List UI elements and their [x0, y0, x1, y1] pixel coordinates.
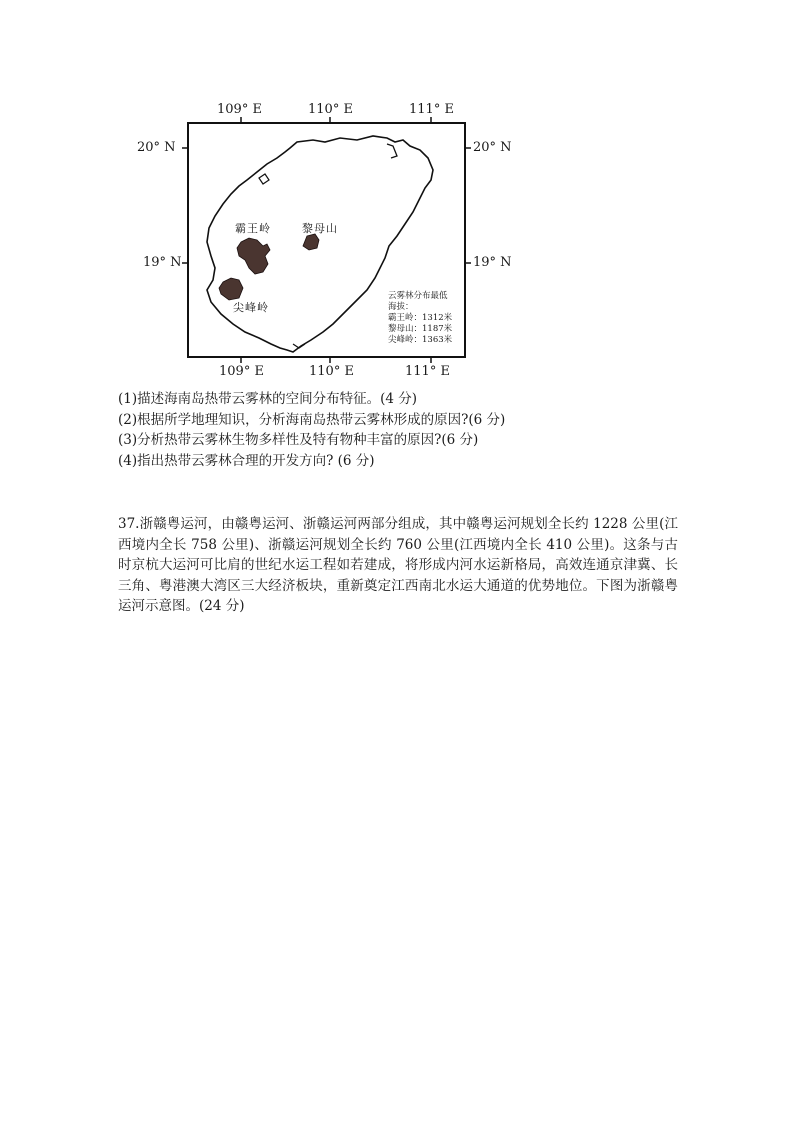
lat-19-right: 19° N: [473, 255, 512, 270]
bottom-tick-111: 111° E: [405, 364, 450, 379]
bottom-tick-110: 110° E: [309, 364, 354, 379]
map-graphic: [135, 100, 520, 385]
legend-row-limushan: 黎母山：1187米: [388, 324, 453, 334]
top-tick-111: 111° E: [409, 102, 454, 117]
legend-title-line1: 云雾林分布最低: [388, 291, 448, 301]
lat-20-left: 20° N: [137, 140, 176, 155]
question-2: (2)根据所学地理知识，分析海南岛热带云雾林形成的原因?(6 分): [118, 411, 506, 428]
question-37-paragraph: 37.浙赣粤运河，由赣粤运河、浙赣运河两部分组成，其中赣粤运河规划全长约 1228 公里(江西境内全长 758 公里)、浙赣运河规划全长约 760 公里(江西境内全长 410 公里)。这条与古时京杭大运河可比肩的世纪水运工程如若建成，将形成内河水运新格局，高效连通京津冀、长三角、粤港澳大湾区三大经济板块，重新奠定江西南北水运大通道的优势地位。下图为浙赣粤运河示意图。(24 分): [118, 516, 678, 614]
legend-row-bawangling: 霸王岭：1312米: [388, 313, 453, 323]
jianfengling-patch: [219, 278, 243, 300]
bawangling-patch: [237, 238, 270, 274]
elevation-legend: [388, 291, 452, 346]
legend-row-jianfengling: 尖峰岭：1363米: [388, 335, 453, 345]
question-1: (1)描述海南岛热带云雾林的空间分布特征。(4 分): [118, 391, 418, 407]
label-bawangling: 霸王岭: [235, 222, 271, 235]
question-list: [118, 389, 678, 471]
north-bay: [387, 144, 397, 158]
top-tick-109: 109° E: [217, 102, 262, 117]
question-4: (4)指出热带云雾林合理的开发方向? (6 分): [118, 452, 375, 469]
question-3: (3)分析热带云雾林生物多样性及特有物种丰富的原因?(6 分): [118, 432, 479, 448]
lat-20-right: 20° N: [473, 140, 512, 155]
legend-title-line2: 海拔：: [388, 302, 414, 312]
south-bay: [293, 344, 305, 348]
top-tick-110: 110° E: [308, 102, 353, 117]
lat-19-left: 19° N: [143, 255, 182, 270]
west-inlet: [259, 174, 269, 184]
label-jianfengling: 尖峰岭: [233, 301, 269, 314]
hainan-map: [135, 100, 520, 385]
label-limushan: 黎母山: [302, 222, 338, 235]
bottom-tick-109: 109° E: [219, 364, 264, 379]
cloud-forest-patches: [219, 234, 319, 300]
limushan-patch: [303, 234, 319, 250]
